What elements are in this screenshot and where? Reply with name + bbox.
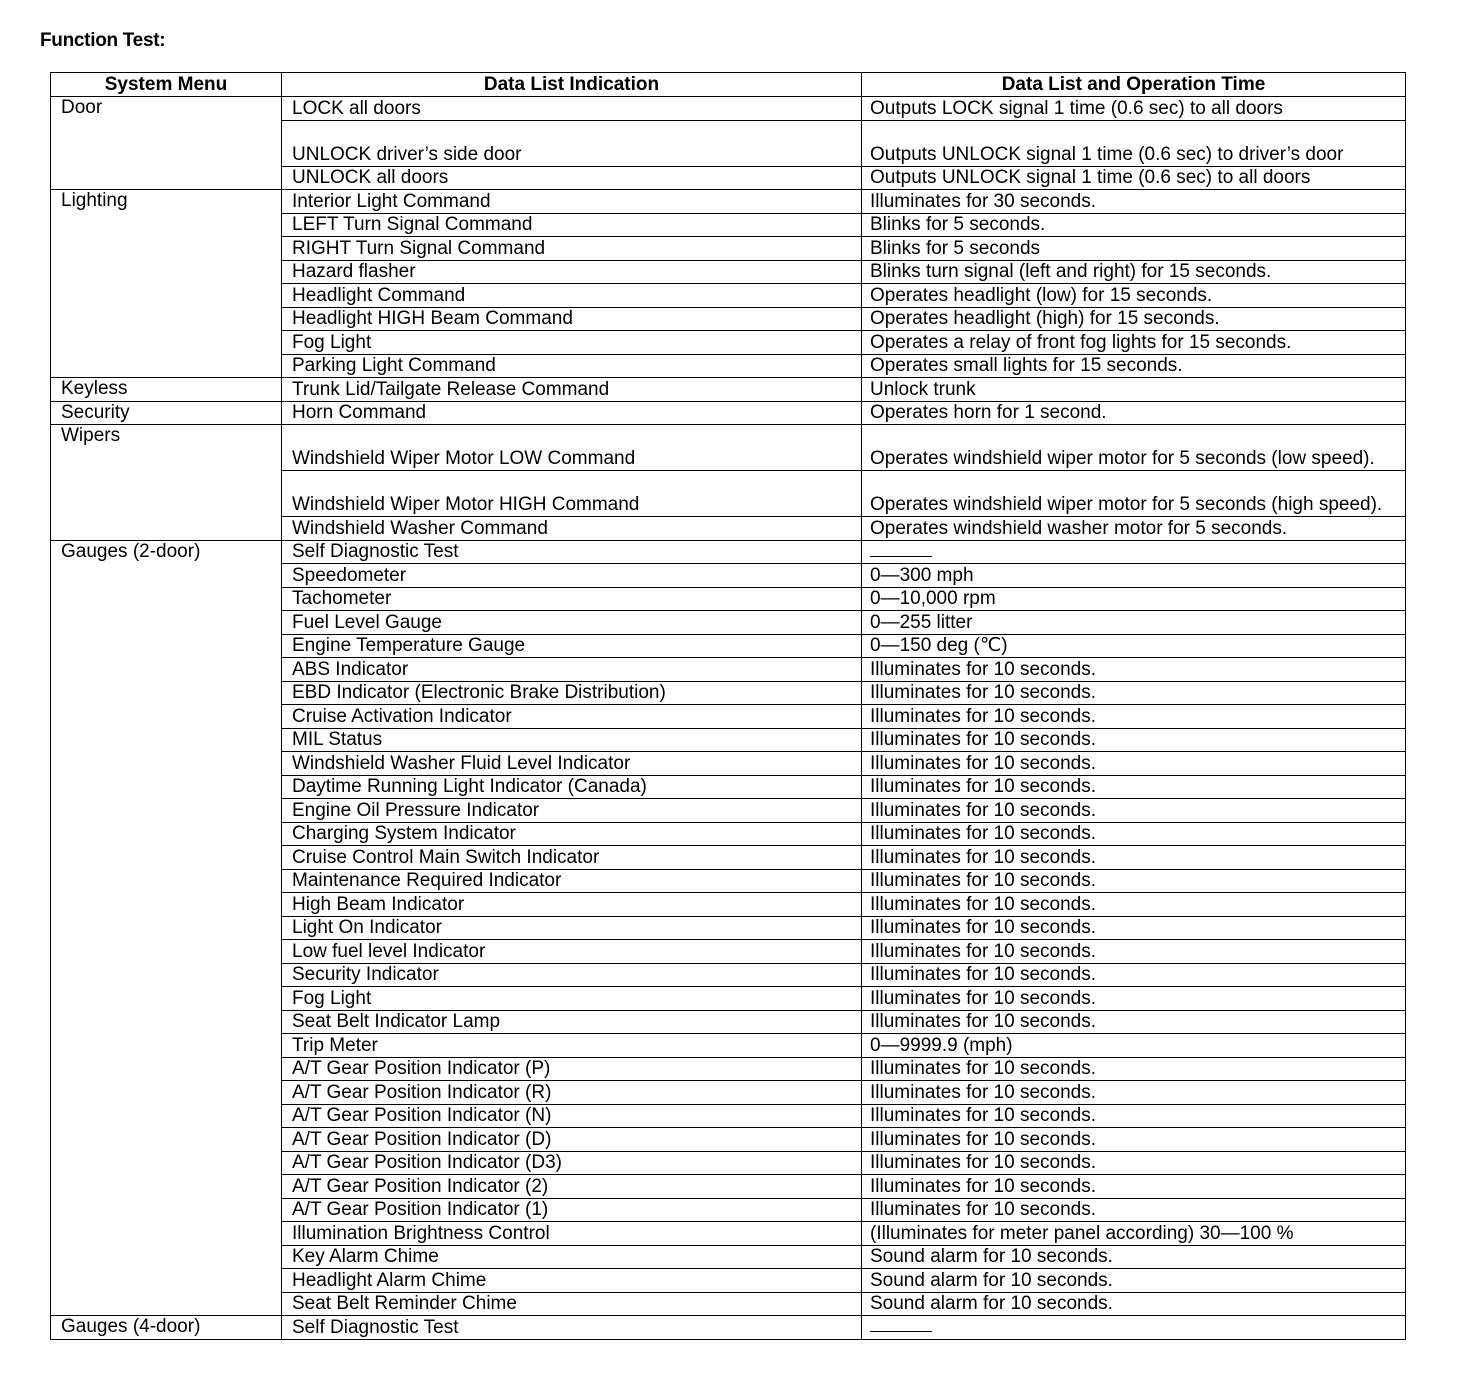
indication-cell: LEFT Turn Signal Command (282, 213, 862, 237)
indication-cell: Engine Temperature Gauge (282, 634, 862, 658)
system-menu-cell: Wipers (51, 425, 282, 541)
header-data-list-indication: Data List Indication (282, 73, 862, 97)
indication-cell: Cruise Control Main Switch Indicator (282, 846, 862, 870)
indication-cell: Light On Indicator (282, 916, 862, 940)
table-row (51, 401, 1406, 425)
operation-cell: Illuminates for 10 seconds. (862, 1057, 1406, 1081)
indication-cell: Maintenance Required Indicator (282, 869, 862, 893)
operation-cell: Operates a relay of front fog lights for 15 seconds. (862, 331, 1406, 355)
operation-cell: Operates small lights for 15 seconds. (862, 354, 1406, 378)
indication-cell: UNLOCK all doors (282, 166, 862, 190)
indication-cell: EBD Indicator (Electronic Brake Distribution) (282, 681, 862, 705)
indication-cell: Charging System Indicator (282, 822, 862, 846)
indication-cell: Headlight Command (282, 284, 862, 308)
indication-cell: Cruise Activation Indicator (282, 705, 862, 729)
indication-cell: Windshield Washer Fluid Level Indicator (282, 752, 862, 776)
operation-cell: Operates windshield washer motor for 5 seconds. (862, 517, 1406, 541)
table-header-row (51, 73, 1406, 97)
table-row (51, 540, 1406, 564)
operation-cell: 0—300 mph (862, 564, 1406, 588)
indication-cell: MIL Status (282, 728, 862, 752)
operation-cell: 0—10,000 rpm (862, 587, 1406, 611)
indication-cell: Illumination Brightness Control (282, 1222, 862, 1246)
table-row (51, 1316, 1406, 1340)
indication-cell: Security Indicator (282, 963, 862, 987)
operation-cell: Illuminates for 10 seconds. (862, 893, 1406, 917)
operation-cell: Outputs LOCK signal 1 time (0.6 sec) to all doors (862, 97, 1406, 121)
indication-cell: Fog Light (282, 987, 862, 1011)
operation-cell: (Illuminates for meter panel according) 30—100 % (862, 1222, 1406, 1246)
indication-cell: A/T Gear Position Indicator (1) (282, 1198, 862, 1222)
operation-cell: Sound alarm for 10 seconds. (862, 1269, 1406, 1293)
table-body (51, 97, 1406, 1340)
indication-cell: Interior Light Command (282, 190, 862, 214)
system-menu-cell: Gauges (2-door) (51, 540, 282, 1316)
operation-cell: Illuminates for 10 seconds. (862, 963, 1406, 987)
operation-cell: Illuminates for 10 seconds. (862, 846, 1406, 870)
system-menu-cell: Door (51, 97, 282, 190)
indication-cell: A/T Gear Position Indicator (2) (282, 1175, 862, 1199)
operation-cell: 0—255 litter (862, 611, 1406, 635)
operation-cell: Unlock trunk (862, 378, 1406, 402)
operation-cell: Illuminates for 10 seconds. (862, 869, 1406, 893)
header-system-menu: System Menu (51, 73, 282, 97)
not-applicable-dash (870, 548, 932, 557)
operation-cell: Sound alarm for 10 seconds. (862, 1245, 1406, 1269)
operation-cell: Operates horn for 1 second. (862, 401, 1406, 425)
operation-cell: Illuminates for 10 seconds. (862, 658, 1406, 682)
header-operation-time: Data List and Operation Time (862, 73, 1406, 97)
indication-cell: Daytime Running Light Indicator (Canada) (282, 775, 862, 799)
not-applicable-dash (870, 1323, 932, 1332)
operation-cell: Illuminates for 10 seconds. (862, 1198, 1406, 1222)
operation-cell: Illuminates for 10 seconds. (862, 940, 1406, 964)
operation-cell: Illuminates for 10 seconds. (862, 1151, 1406, 1175)
operation-cell: Illuminates for 10 seconds. (862, 1081, 1406, 1105)
function-test-table-wrapper (50, 72, 1405, 1340)
indication-cell: A/T Gear Position Indicator (R) (282, 1081, 862, 1105)
operation-cell: Outputs UNLOCK signal 1 time (0.6 sec) to driver’s door (862, 120, 1406, 166)
indication-cell: Parking Light Command (282, 354, 862, 378)
indication-cell: Horn Command (282, 401, 862, 425)
table-row (51, 425, 1406, 471)
operation-cell: Illuminates for 10 seconds. (862, 822, 1406, 846)
operation-cell: Illuminates for 10 seconds. (862, 752, 1406, 776)
operation-cell: Illuminates for 10 seconds. (862, 681, 1406, 705)
system-menu-cell: Security (51, 401, 282, 425)
indication-cell: LOCK all doors (282, 97, 862, 121)
indication-cell: Windshield Wiper Motor LOW Command (282, 425, 862, 471)
indication-cell: Self Diagnostic Test (282, 1316, 862, 1340)
indication-cell: Tachometer (282, 587, 862, 611)
operation-cell (862, 1316, 1406, 1340)
indication-cell: Fog Light (282, 331, 862, 355)
operation-cell: Illuminates for 10 seconds. (862, 705, 1406, 729)
indication-cell: A/T Gear Position Indicator (D3) (282, 1151, 862, 1175)
operation-cell: Illuminates for 10 seconds. (862, 1010, 1406, 1034)
indication-cell: Hazard flasher (282, 260, 862, 284)
operation-cell: Illuminates for 10 seconds. (862, 1104, 1406, 1128)
table-row (51, 190, 1406, 214)
operation-cell: Illuminates for 10 seconds. (862, 1128, 1406, 1152)
indication-cell: Trip Meter (282, 1034, 862, 1058)
indication-cell: Headlight HIGH Beam Command (282, 307, 862, 331)
function-test-table (50, 72, 1406, 1340)
operation-cell: Outputs UNLOCK signal 1 time (0.6 sec) to all doors (862, 166, 1406, 190)
table-row (51, 97, 1406, 121)
operation-cell: Blinks turn signal (left and right) for 15 seconds. (862, 260, 1406, 284)
indication-cell: Trunk Lid/Tailgate Release Command (282, 378, 862, 402)
indication-cell: Low fuel level Indicator (282, 940, 862, 964)
operation-cell: Illuminates for 10 seconds. (862, 1175, 1406, 1199)
indication-cell: Windshield Washer Command (282, 517, 862, 541)
system-menu-cell: Lighting (51, 190, 282, 378)
indication-cell: UNLOCK driver’s side door (282, 120, 862, 166)
indication-cell: ABS Indicator (282, 658, 862, 682)
operation-cell: Sound alarm for 10 seconds. (862, 1292, 1406, 1316)
operation-cell: Operates windshield wiper motor for 5 seconds (low speed). (862, 425, 1406, 471)
indication-cell: High Beam Indicator (282, 893, 862, 917)
page-title: Function Test: (40, 30, 166, 51)
indication-cell: Fuel Level Gauge (282, 611, 862, 635)
operation-cell: Operates windshield wiper motor for 5 seconds (high speed). (862, 471, 1406, 517)
indication-cell: Key Alarm Chime (282, 1245, 862, 1269)
operation-cell: 0—150 deg (℃) (862, 634, 1406, 658)
operation-cell: Illuminates for 10 seconds. (862, 728, 1406, 752)
indication-cell: Headlight Alarm Chime (282, 1269, 862, 1293)
operation-cell: Blinks for 5 seconds (862, 237, 1406, 261)
operation-cell: Illuminates for 10 seconds. (862, 987, 1406, 1011)
indication-cell: A/T Gear Position Indicator (N) (282, 1104, 862, 1128)
operation-cell: 0—9999.9 (mph) (862, 1034, 1406, 1058)
indication-cell: A/T Gear Position Indicator (P) (282, 1057, 862, 1081)
indication-cell: Seat Belt Reminder Chime (282, 1292, 862, 1316)
operation-cell: Illuminates for 10 seconds. (862, 775, 1406, 799)
operation-cell: Illuminates for 10 seconds. (862, 799, 1406, 823)
indication-cell: Seat Belt Indicator Lamp (282, 1010, 862, 1034)
operation-cell: Operates headlight (low) for 15 seconds. (862, 284, 1406, 308)
indication-cell: RIGHT Turn Signal Command (282, 237, 862, 261)
table-row (51, 378, 1406, 402)
indication-cell: Engine Oil Pressure Indicator (282, 799, 862, 823)
indication-cell: Self Diagnostic Test (282, 540, 862, 564)
system-menu-cell: Keyless (51, 378, 282, 402)
operation-cell: Illuminates for 30 seconds. (862, 190, 1406, 214)
operation-cell: Illuminates for 10 seconds. (862, 916, 1406, 940)
indication-cell: A/T Gear Position Indicator (D) (282, 1128, 862, 1152)
indication-cell: Speedometer (282, 564, 862, 588)
operation-cell: Operates headlight (high) for 15 seconds. (862, 307, 1406, 331)
operation-cell (862, 540, 1406, 564)
indication-cell: Windshield Wiper Motor HIGH Command (282, 471, 862, 517)
system-menu-cell: Gauges (4-door) (51, 1316, 282, 1340)
operation-cell: Blinks for 5 seconds. (862, 213, 1406, 237)
